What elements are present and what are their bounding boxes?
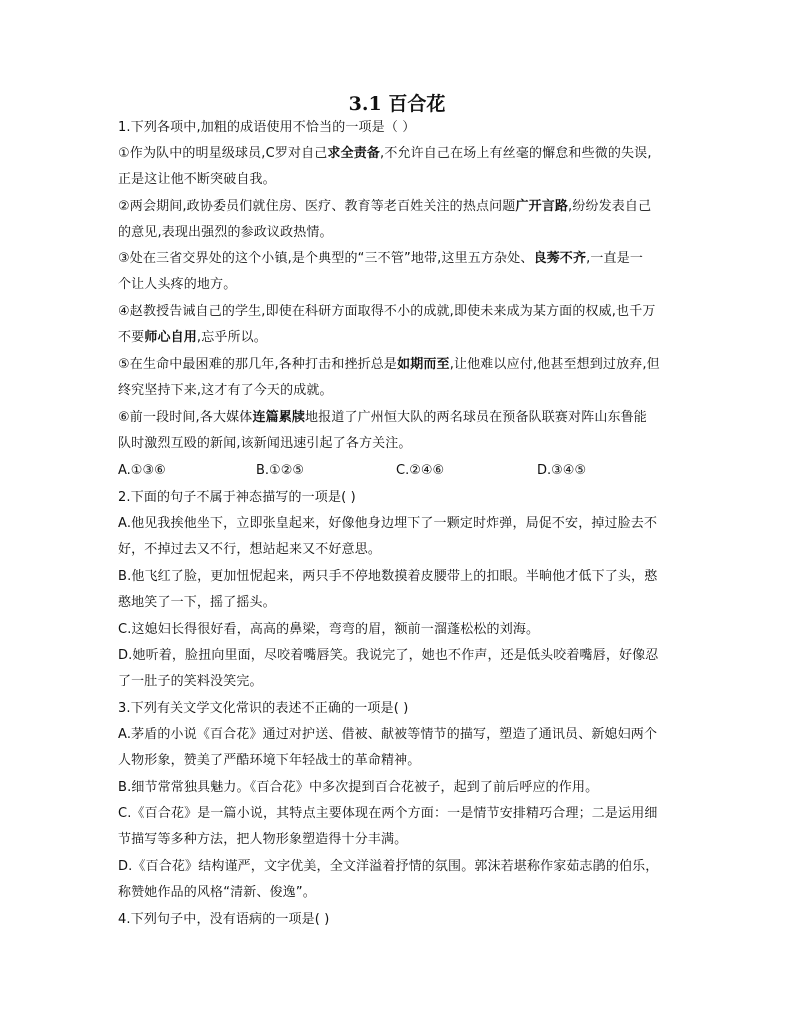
- question-4-stem: 4.下列句子中，没有语病的一项是( ): [118, 912, 330, 927]
- q2-option-b-line-2: 憨地笑了一下，摇了摇头。: [118, 595, 276, 610]
- q1-sentence-4-line-1: ④赵教授告诫自己的学生,即使在科研方面取得不小的成就,即使未来成为某方面的权威,也千万: [118, 304, 656, 319]
- q3-option-c-line-1: C.《百合花》是一篇小说，其特点主要体现在两个方面：一是情节安排精巧合理；二是运用细: [118, 806, 658, 821]
- q1-sentence-3-line-1: ③处在三省交界处的这个小镇,是个典型的“三不管”地带,这里五方杂处、良莠不齐,一直是一: [118, 251, 643, 266]
- q1-sentence-1-line-1: ①作为队中的明星级球员,C罗对自己求全责备,不允许自己在场上有丝毫的懈怠和些微的失误,: [118, 146, 652, 161]
- q1-sentence-2-line-2: 的意见,表现出强烈的参政议政热情。: [118, 225, 333, 240]
- q1-option-b: B.①②⑤: [256, 463, 305, 478]
- question-1-stem: 1.下列各项中,加粗的成语使用不恰当的一项是（ ）: [118, 120, 416, 135]
- q1-sentence-1-line-2: 正是这让他不断突破自我。: [118, 172, 276, 187]
- q3-option-b-line-1: B.细节常常独具魅力。《百合花》中多次提到百合花被子，起到了前后呼应的作用。: [118, 780, 599, 795]
- q1-sentence-6-line-1: ⑥前一段时间,各大媒体连篇累牍地报道了广州恒大队的两名球员在预备队联赛对阵山东鲁能: [118, 410, 647, 425]
- q2-option-c-line-1: C.这媳妇长得很好看，高高的鼻梁，弯弯的眉，额前一溜蓬松松的刘海。: [118, 622, 540, 637]
- q1-option-d: D.③④⑤: [537, 463, 587, 478]
- bold-idiom: 良莠不齐: [533, 251, 587, 266]
- bold-idiom: 如期而至: [397, 357, 450, 372]
- q1-option-c: C.②④⑥: [396, 463, 445, 478]
- bold-idiom: 广开言路: [515, 199, 569, 214]
- q3-option-d-line-1: D.《百合花》结构谨严，文字优美，全文洋溢着抒情的氛围。郭沫若堪称作家茹志鹃的伯乐，: [118, 859, 659, 874]
- q2-option-a-line-1: A.他见我挨他坐下，立即张皇起来，好像他身边埋下了一颗定时炸弹，局促不安，掉过脸去不: [118, 516, 658, 531]
- q2-option-d-line-2: 了一肚子的笑料没笑完。: [118, 674, 263, 689]
- bold-idiom: 师心自用: [144, 330, 197, 345]
- q1-sentence-5-line-2: 终究坚持下来,这才有了今天的成就。: [118, 383, 333, 398]
- q1-sentence-2-line-1: ②两会期间,政协委员们就住房、医疗、教育等老百姓关注的热点问题广开言路,纷纷发表自己: [118, 199, 652, 214]
- q3-option-d-line-2: 称赞她作品的风格“清新、俊逸”。: [118, 885, 316, 900]
- q1-sentence-6-line-2: 队时激烈互殴的新闻,该新闻迅速引起了各方关注。: [118, 436, 412, 451]
- q1-option-a: A.①③⑥: [118, 463, 166, 478]
- q2-option-a-line-2: 好，不掉过去又不行，想站起来又不好意思。: [118, 542, 382, 557]
- q3-option-a-line-1: A.茅盾的小说《百合花》通过对护送、借被、献被等情节的描写，塑造了通讯员、新媳妇两个: [118, 727, 658, 742]
- q3-option-c-line-2: 节描写等多种方法，把人物形象塑造得十分丰满。: [118, 832, 408, 847]
- q2-option-d-line-1: D.她听着，脸扭向里面，尽咬着嘴唇笑。我说完了，她也不作声，还是低头咬着嘴唇，好像忍: [118, 648, 659, 663]
- q1-sentence-5-line-1: ⑤在生命中最困难的那几年,各种打击和挫折总是如期而至,让他难以应付,他甚至想到过放弃,但: [118, 357, 660, 372]
- q1-sentence-3-line-2: 个让人头疼的地方。: [118, 277, 237, 292]
- question-2-stem: 2.下面的句子不属于神态描写的一项是( ): [118, 490, 356, 505]
- q1-sentence-4-line-2: 不要师心自用,忘乎所以。: [118, 330, 267, 345]
- bold-idiom: 连篇累牍: [252, 410, 306, 425]
- bold-idiom: 求全责备: [327, 146, 381, 161]
- q3-option-a-line-2: 人物形象，赞美了严酷环境下年轻战士的革命精神。: [118, 753, 421, 768]
- page-title: 3.1 百合花: [348, 93, 446, 115]
- q2-option-b-line-1: B.他飞红了脸，更加忸怩起来，两只手不停地数摸着皮腰带上的扣眼。半晌他才低下了头，憨: [118, 569, 658, 584]
- question-3-stem: 3.下列有关文学文化常识的表述不正确的一项是( ): [118, 701, 409, 716]
